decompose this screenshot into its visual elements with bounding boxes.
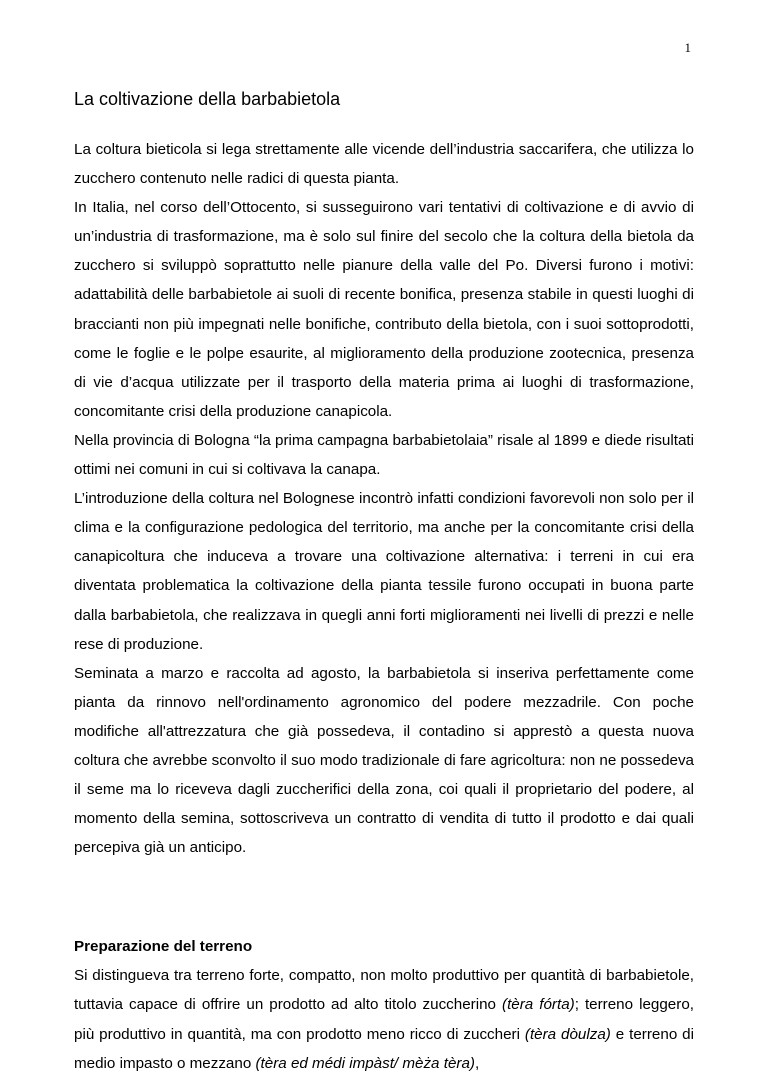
dialect-term: (tèra fórta) (502, 996, 575, 1014)
section-text: e terreno di medio impasto o mezzano (74, 1025, 694, 1072)
paragraph: L’introduzione della coltura nel Bolognese incontrò infatti condizioni favorevoli non solo per il clima e la configurazione pedologica del territorio, ma anche per la concomitante crisi della canapicoltura che induceva a trovare una coltivazione alternativa: i terreni in cui era diventata problematica la coltivazione della pianta tessile furono occupati in buona parte dalla barbabietola, che realizzava in quegli anni forti miglioramenti nei livelli di prezzi e nelle rese di produzione. (74, 490, 694, 653)
section-text: Si distingueva tra terreno forte, compatto, non molto produttivo per quantità di barbabietole, tuttavia capace di offrire un prodotto ad alto titolo zuccherino (74, 967, 694, 1014)
paragraph: Nella provincia di Bologna “la prima campagna barbabietolaia” risale al 1899 e diede risultati ottimi nei comuni in cui si coltivava la canapa. (74, 431, 694, 479)
paragraph: Seminata a marzo e raccolta ad agosto, la barbabietola si inseriva perfettamente come pianta da rinnovo nell'ordinamento agronomico del podere mezzadrile. Con poche modifiche all'attrezzatura che già possedeva, il contadino si apprestò a questa nuova coltura che avrebbe sconvolto il suo modo tradizionale di fare agricoltura: non ne possedeva il seme ma lo riceveva dagli zuccherifici della zona, coi quali il proprietario del podere, al momento della semina, sottoscriveva un contratto di vendita di tutto il prodotto e dai quali percepiva già un anticipo. (74, 664, 694, 857)
section-heading: Preparazione del terreno (74, 938, 253, 956)
dialect-term: (tèra dòulza) (524, 1025, 611, 1043)
document-body (74, 86, 694, 1078)
page-number: 1 (684, 40, 691, 55)
page-title: La coltivazione della barbabietola (74, 89, 341, 109)
paragraph: In Italia, nel corso dell’Ottocento, si susseguirono vari tentativi di coltivazione e di avvio di un’industria di trasformazione, ma è solo sul finire del secolo che la coltura della bietola da zucchero si sviluppò soprattutto nelle pianure della valle del Po. Diversi furono i motivi: adattabilità delle barbabietole ai suoli di recente bonifica, presenza stabile in questi luoghi di braccianti non più impegnati nelle bonifiche, contributo della bietola, con i suoi sottoprodotti, come le foglie e le polpe esaurite, al miglioramento della produzione zootecnica, presenza di vie d’acqua utilizzate per il trasporto della materia prima ai luoghi di trasformazione, concomitante crisi della produzione canapicola. (74, 199, 694, 420)
dialect-term: (tèra ed médi impàst/ mèża tèra) (255, 1054, 475, 1072)
paragraph: La coltura bieticola si lega strettamente alle vicende dell’industria saccarifera, che utilizza lo zucchero contenuto nelle radici di questa pianta. (74, 141, 694, 188)
section-paragraph (74, 961, 694, 1077)
section-text: , (474, 1054, 480, 1072)
section-text: ; terreno leggero, più produttivo in quantità, ma con prodotto meno ricco di zuccheri (74, 996, 694, 1043)
